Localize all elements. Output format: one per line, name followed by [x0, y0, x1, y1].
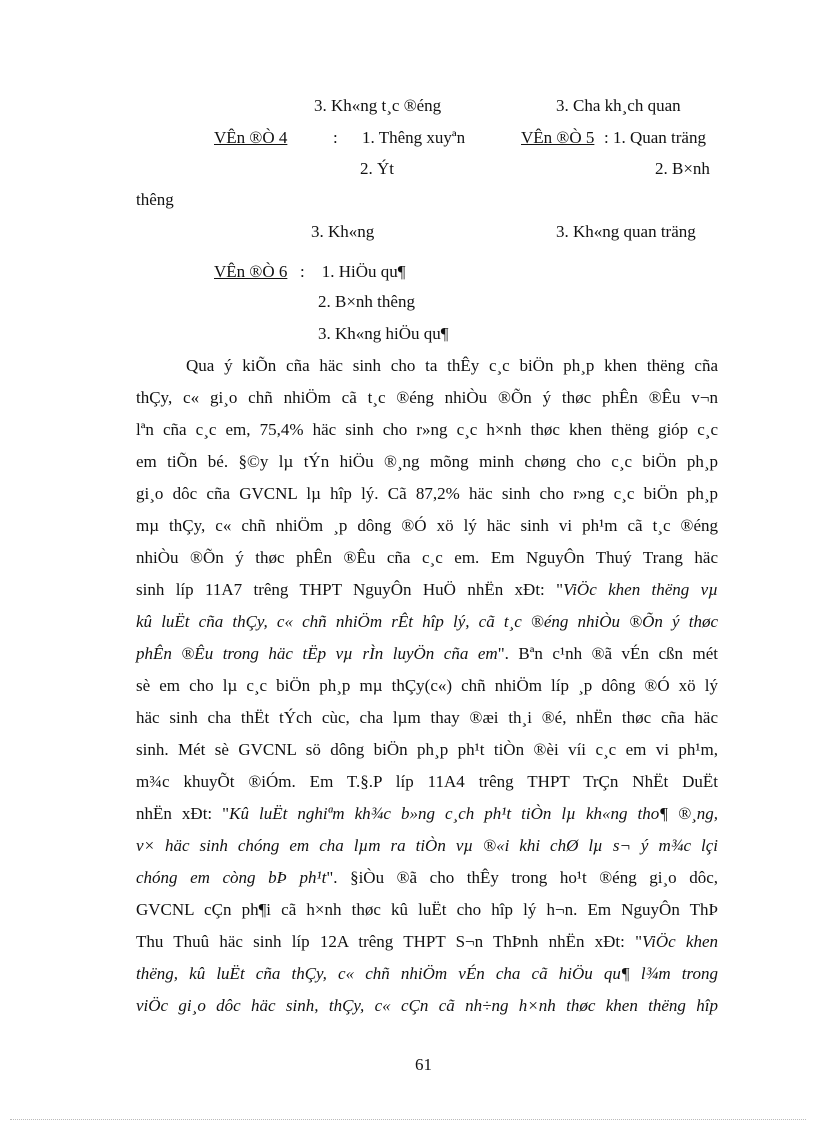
quote-line: kû luËt cña thÇy, c« chñ nhiÖm rÊt hîp lý, cã t¸c ®éng nhiÒu ®Õn ý thøc: [136, 612, 718, 631]
paragraph-line: nhiÒu ®Õn ý thøc phÊn ®Êu cña c¸c em. Em NguyÔn Thuý Trang häc: [136, 548, 718, 567]
paragraph-line: Qua ý kiÕn cña häc sinh cho ta thÊy c¸c biÖn ph¸p khen thëng cña: [186, 356, 718, 375]
paragraph-line: häc sinh cha thËt tÝch cùc, cha lµm thay ®æi th¸i ®é, nhËn thøc cña häc: [136, 708, 718, 727]
paragraph-line: [136, 804, 718, 824]
q4-label: VÊn ®Ò 4: [214, 128, 288, 147]
text-run: ". §iÒu ®ã cho thÊy trong ho¹t ®éng gi¸o dôc,: [326, 868, 718, 887]
text-run: sinh líp 11A7 trêng THPT NguyÔn HuÖ nhËn xÐt: ": [136, 580, 564, 599]
quote-text: ViÖc khen: [642, 932, 718, 951]
paragraph-line: m¾c khuyÕt ®iÓm. Em T.§.P líp 11A4 trêng THPT TrÇn NhËt DuËt: [136, 772, 718, 791]
q6-option-3: 3. Kh«ng hiÖu qu¶: [318, 324, 449, 343]
q4-option-3: 3. Kh«ng: [311, 222, 375, 241]
quote-text: Kû luËt nghiªm kh¾c b»ng c¸ch ph¹t tiÒn lµ kh«ng tho¶ ®¸ng,: [229, 804, 719, 823]
paragraph-line: mµ thÇy, c« chñ nhiÖm ¸p dông ®Ó xö lý häc sinh vi ph¹m cã t¸c ®éng: [136, 516, 718, 535]
quote-line: thëng, kû luËt cña thÇy, c« chñ nhiÖm vÉn cha cã hiÖu qu¶ l¾m trong: [136, 964, 718, 983]
page-bottom-divider: [10, 1119, 806, 1120]
paragraph-line: GVCNL cÇn ph¶i cã h×nh thøc kû luËt cho hîp lý h¬n. Em NguyÔn ThÞ: [136, 900, 718, 919]
quote-text: phÊn ®Êu trong häc tËp vµ rÌn luyÖn cña em: [136, 644, 498, 663]
quote-line: viÖc gi¸o dôc häc sinh, thÇy, c« cÇn cã nh÷ng h×nh thøc khen thëng hîp: [136, 996, 718, 1015]
paragraph-line: [136, 932, 718, 952]
paragraph-line: gi¸o dôc cña GVCNL lµ hîp lý. Cã 87,2% häc sinh cho r»ng c¸c biÖn ph¸p: [136, 484, 718, 503]
paragraph-line: [136, 868, 718, 888]
q5-option-2: 2. B×nh: [655, 159, 710, 178]
q6-option-1: : 1. HiÖu qu¶: [300, 262, 406, 281]
paragraph-line: sinh. Mét sè GVCNL sö dông biÖn ph¸p ph¹t tiÒn ®èi víi c¸c em vi ph¹m,: [136, 740, 718, 759]
text-run: ". Bªn c¹nh ®ã vÉn cßn mét: [497, 644, 718, 663]
q6-label: VÊn ®Ò 6: [214, 262, 288, 281]
q-objective-option-3: 3. Cha kh¸ch quan: [556, 96, 681, 115]
paragraph-line: [136, 580, 718, 600]
q4-option-1: 1. Thêng xuyªn: [362, 128, 466, 147]
q5-option-2-cont: thêng: [136, 190, 174, 209]
q5-option-1: : 1. Quan träng: [604, 128, 706, 147]
quote-text: ViÖc khen thëng vµ: [563, 580, 719, 599]
q5-option-3: 3. Kh«ng quan träng: [556, 222, 696, 241]
page-number: 61: [415, 1055, 432, 1074]
paragraph-line: em tiÕn bé. §©y lµ tÝn hiÖu ®¸ng mõng minh chøng cho c¸c biÖn ph¸p: [136, 452, 718, 471]
paragraph-line: lªn cña c¸c em, 75,4% häc sinh cho r»ng c¸c h×nh thøc khen thëng gióp c¸c: [136, 420, 718, 439]
quote-text: chóng em còng bÞ ph¹t: [136, 868, 327, 887]
quote-line: v× häc sinh chóng em cha lµm ra tiÒn vµ ®«i khi chØ lµ s¬ ý m¾c lçi: [136, 836, 718, 855]
q6-option-2: 2. B×nh thêng: [318, 292, 415, 311]
q5-label: VÊn ®Ò 5: [521, 128, 595, 147]
paragraph-line: thÇy, c« gi¸o chñ nhiÖm cã t¸c ®éng nhiÒu ®Õn ý thøc phÊn ®Êu v¬n: [136, 388, 718, 407]
paragraph-line: sè em cho lµ c¸c biÖn ph¸p mµ thÇy(c«) chñ nhiÖm líp ¸p dông ®Ó xö lý: [136, 676, 718, 695]
q3-option-3: 3. Kh«ng t¸c ®éng: [314, 96, 442, 115]
q4-colon: :: [333, 128, 338, 147]
text-run: Thu Thuû häc sinh líp 12A trêng THPT S¬n ThÞnh nhËn xÐt: ": [136, 932, 643, 951]
q4-option-2: 2. Ýt: [360, 159, 394, 178]
paragraph-line: [136, 644, 718, 664]
text-run: nhËn xÐt: ": [136, 804, 230, 823]
